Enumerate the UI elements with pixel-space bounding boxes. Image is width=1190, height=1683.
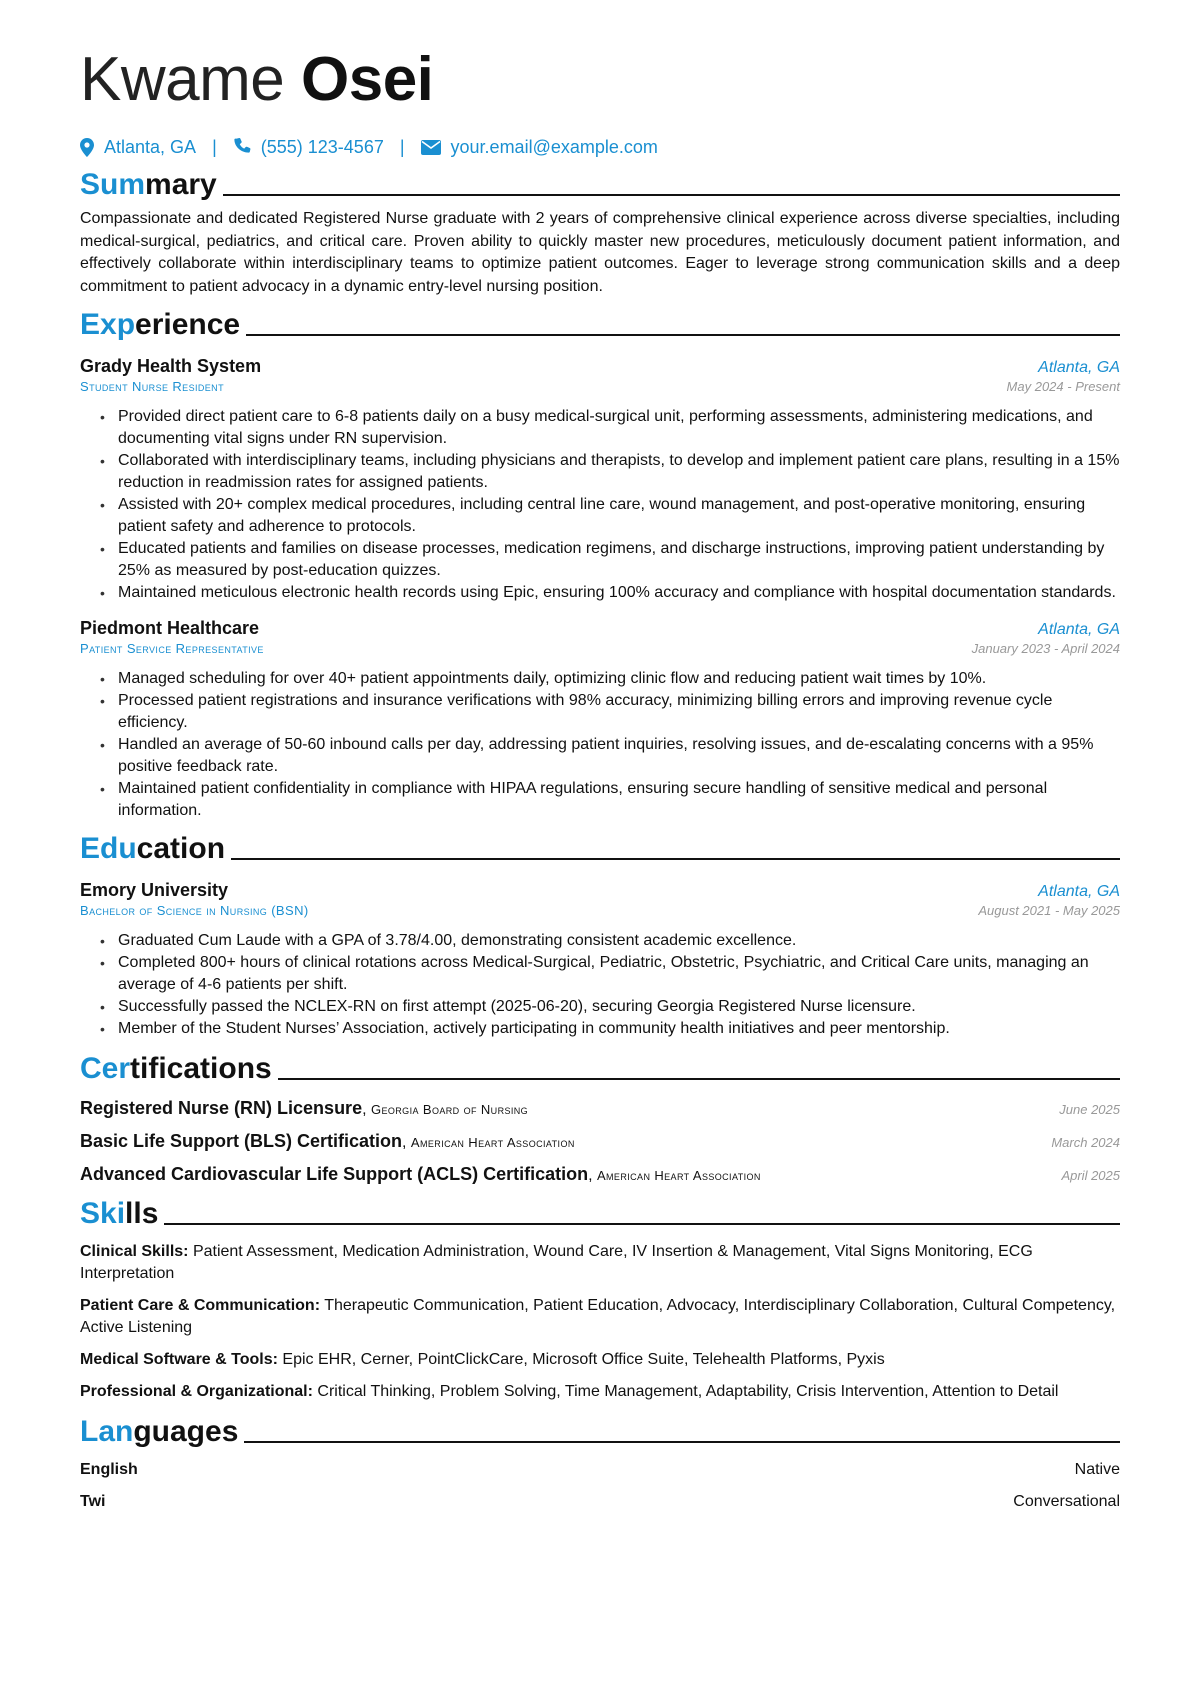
bullet-item: • Maintained meticulous electronic health records using Epic, ensuring 100% accuracy and compliance with hospital documentation standards. (118, 582, 1120, 604)
education-entry (80, 880, 1120, 1040)
certification-date: April 2025 (1061, 1168, 1120, 1183)
heading-rule (223, 194, 1120, 196)
skill-group-items: Patient Assessment, Medication Administration, Wound Care, IV Insertion & Management, Vital Signs Monitoring, ECG Interpretation (80, 1243, 1033, 1282)
entry-dates: August 2021 - May 2025 (978, 903, 1120, 918)
bullet-item: • Successfully passed the NCLEX-RN on first attempt (2025-06-20), securing Georgia Registered Nurse licensure. (118, 996, 1120, 1018)
certification-issuer: American Heart Association (410, 1135, 575, 1150)
contact-email[interactable] (421, 137, 658, 158)
entry-subheader (80, 903, 1120, 918)
employer-name: Piedmont Healthcare (80, 618, 260, 638)
entry-header (80, 356, 1120, 377)
bullet-item: • Processed patient registrations and insurance verifications with 98% accuracy, minimizing billing errors and improving revenue cycle efficiency. (118, 690, 1120, 734)
last-name: Osei (300, 45, 434, 114)
heading-rest: mary (145, 168, 217, 201)
heading-rest: cation (136, 832, 226, 865)
skill-group-label: Professional & Organizational: (80, 1383, 313, 1400)
entry-header (80, 880, 1120, 901)
heading-rest: guages (133, 1415, 239, 1448)
degree-title: Bachelor of Science in Nursing (BSN) (80, 903, 309, 918)
skill-group-label: Clinical Skills: (80, 1243, 189, 1260)
heading-accent: Ski (80, 1197, 126, 1230)
language-level: Native (1074, 1461, 1120, 1478)
entry-location: Atlanta, GA (1038, 621, 1120, 638)
phone-icon (233, 138, 251, 156)
heading-accent: Edu (80, 832, 137, 865)
summary-text: Compassionate and dedicated Registered Nurse graduate with 2 years of comprehensive clinical experience across diverse specialties, including medical-surgical, pediatrics, and critical care. Proven ability to quickly master new procedures, meticulously document patient information, and effectively collaborate within interdisciplinary teams to optimize patient outcomes. Eager to leverage strong communication skills and a deep commitment to patient advocacy in a dynamic entry-level nursing position. (80, 210, 1120, 295)
skills-section (80, 1197, 1120, 1403)
school-name: Emory University (80, 880, 229, 900)
bullet-item: • Handled an average of 50-60 inbound calls per day, addressing patient inquiries, resolving issues, and de-escalating concerns with a 95% positive feedback rate. (118, 734, 1120, 778)
certification-issuer: Georgia Board of Nursing (370, 1102, 529, 1117)
certification-date: June 2025 (1059, 1102, 1120, 1117)
skill-group (80, 1241, 1120, 1285)
section-heading-skills (80, 1197, 1120, 1231)
language-item (80, 1459, 1120, 1481)
bullet-item: • Provided direct patient care to 6-8 patients daily on a busy medical-surgical unit, performing assessments, administering medications, and documenting vital signs under RN supervision. (118, 406, 1120, 450)
heading-rest: erience (135, 308, 241, 341)
languages-section (80, 1415, 1120, 1513)
bullet-list (80, 406, 1120, 604)
heading-accent: Sum (80, 168, 146, 201)
section-heading-education (80, 832, 1120, 866)
skill-group (80, 1381, 1120, 1403)
bullet-item: • Member of the Student Nurses’ Association, actively participating in community health initiatives and peer mentorship. (118, 1018, 1120, 1040)
language-name: English (80, 1461, 138, 1478)
contact-bar (80, 132, 1120, 162)
job-title: Student Nurse Resident (80, 379, 224, 394)
employer-name: Grady Health System (80, 356, 262, 376)
heading-accent: Exp (80, 308, 136, 341)
experience-entry (80, 356, 1120, 604)
section-heading-certifications (80, 1052, 1120, 1086)
first-name: Kwame (80, 45, 285, 114)
phone-text: (555) 123-4567 (260, 136, 384, 157)
contact-separator: | (399, 136, 405, 157)
bullet-item: • Assisted with 20+ complex medical procedures, including central line care, wound management, and post-operative monitoring, ensuring patient safety and adherence to protocols. (118, 494, 1120, 538)
envelope-icon (421, 140, 441, 155)
entry-subheader (80, 379, 1120, 394)
heading-accent: Cer (80, 1052, 131, 1085)
skill-group-label: Medical Software & Tools: (80, 1351, 278, 1368)
heading-rule (244, 1441, 1120, 1443)
heading-rule (231, 858, 1120, 860)
resume-content (80, 40, 1120, 1513)
heading-rest: tifications (130, 1052, 272, 1085)
entry-dates: May 2024 - Present (1006, 379, 1120, 394)
certification-issuer: American Heart Association (596, 1168, 761, 1183)
entry-header (80, 618, 1120, 639)
bullet-list (80, 930, 1120, 1040)
entry-location: Atlanta, GA (1038, 359, 1120, 376)
bullet-item: • Collaborated with interdisciplinary teams, including physicians and therapists, to develop and implement patient care plans, resulting in a 15% reduction in readmission rates for assigned patients. (118, 450, 1120, 494)
skill-group-items: Epic EHR, Cerner, PointClickCare, Microsoft Office Suite, Telehealth Platforms, Pyxis (282, 1351, 885, 1368)
skill-group (80, 1349, 1120, 1371)
skill-group-label: Patient Care & Communication: (80, 1297, 321, 1314)
bullet-list (80, 668, 1120, 822)
bullet-item: • Graduated Cum Laude with a GPA of 3.78/4.00, demonstrating consistent academic excellence. (118, 930, 1120, 952)
language-item (80, 1491, 1120, 1513)
map-marker-icon (80, 138, 94, 157)
email-link: your.email@example.com (450, 136, 658, 157)
contact-location (80, 137, 196, 158)
certification-name: Registered Nurse (RN) Licensure (80, 1098, 363, 1118)
language-level: Conversational (1013, 1493, 1120, 1510)
contact-separator: | (212, 136, 217, 157)
skill-group-items: Critical Thinking, Problem Solving, Time Management, Adaptability, Crisis Intervention, Attention to Detail (317, 1383, 1059, 1400)
location-text: Atlanta, GA (104, 136, 197, 157)
certification-date: March 2024 (1051, 1135, 1120, 1150)
heading-rule (164, 1223, 1120, 1225)
heading-rule (246, 334, 1120, 336)
summary-section (80, 168, 1120, 298)
section-heading-experience (80, 308, 1120, 342)
language-name: Twi (80, 1493, 106, 1510)
section-heading-summary (80, 168, 1120, 202)
entry-dates: January 2023 - April 2024 (971, 641, 1120, 656)
education-section (80, 832, 1120, 1040)
experience-section (80, 308, 1120, 822)
heading-rest: lls (125, 1197, 159, 1230)
certification-name: Advanced Cardiovascular Life Support (ACLS) Certification (80, 1164, 589, 1184)
certifications-section (80, 1052, 1120, 1185)
contact-phone[interactable] (233, 137, 384, 158)
section-heading-languages (80, 1415, 1120, 1449)
bullet-item: • Educated patients and families on disease processes, medication regimens, and discharge instructions, improving patient understanding by 25% as measured by post-education quizzes. (118, 538, 1120, 582)
certification-item: Basic Life Support (BLS) Certification, American Heart Association March 2024 (80, 1131, 1120, 1151)
experience-entry (80, 618, 1120, 822)
skill-group (80, 1295, 1120, 1339)
candidate-name (80, 40, 1120, 120)
skill-group-items: Therapeutic Communication, Patient Education, Advocacy, Interdisciplinary Collaboration, Cultural Competency, Active Listening (80, 1297, 1116, 1336)
entry-subheader (80, 641, 1120, 656)
bullet-item: • Completed 800+ hours of clinical rotations across Medical-Surgical, Pediatric, Obstetric, Psychiatric, and Critical Care units, managing an average of 4-6 patients per shift. (118, 952, 1120, 996)
bullet-item: • Maintained patient confidentiality in compliance with HIPAA regulations, ensuring secure handling of sensitive medical and personal information. (118, 778, 1120, 822)
certification-item: Registered Nurse (RN) Licensure, Georgia Board of Nursing June 2025 (80, 1098, 1120, 1118)
job-title: Patient Service Representative (80, 641, 264, 656)
bullet-item: • Managed scheduling for over 40+ patient appointments daily, optimizing clinic flow and reducing patient wait times by 10%. (118, 668, 1120, 690)
heading-rule (278, 1078, 1120, 1080)
certification-item: Advanced Cardiovascular Life Support (ACLS) Certification, American Heart Association April 2025 (80, 1164, 1120, 1184)
heading-accent: Lan (80, 1415, 134, 1448)
entry-location: Atlanta, GA (1038, 883, 1120, 900)
certification-name: Basic Life Support (BLS) Certification (80, 1131, 403, 1151)
